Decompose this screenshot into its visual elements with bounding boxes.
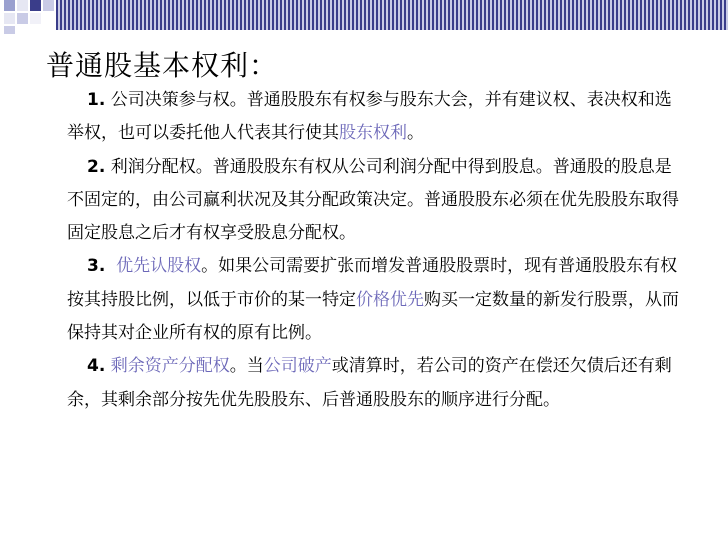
link-preemptive-right[interactable]: 优先认股权 (116, 256, 202, 277)
paragraph-text: 或清算时，若公司的资产在偿还欠债后还有剩余，其剩余部分按先优先股股东、后普通股股东的顺序进行分配。 (67, 356, 672, 410)
paragraph-number: 3. (87, 256, 106, 277)
paragraph-number: 4. (87, 356, 106, 377)
decor-square (30, 0, 41, 11)
paragraph-text: 。如果公司需要扩张而增发普通股股票时，现有普通股股东有权按其持股比例，以低于市价的某一特定 (67, 256, 678, 310)
slide-content (67, 84, 687, 417)
paragraph-3 (67, 250, 687, 350)
paragraph-number: 2. (87, 156, 106, 177)
decor-square (4, 13, 15, 24)
paragraph-number: 1. (87, 90, 106, 110)
link-shareholder-rights[interactable]: 股东权利 (339, 123, 407, 144)
paragraph-text: 。 (407, 123, 424, 144)
paragraph-text: 购买一定数量的新发行股票，从而保持其对企业所有权的原有比例。 (67, 289, 679, 344)
paragraph-4 (67, 350, 687, 417)
decor-square (43, 0, 54, 11)
link-bankruptcy[interactable]: 公司破产 (263, 356, 332, 377)
decor-square (4, 0, 15, 11)
decorative-stripes (56, 0, 728, 30)
paragraph-1 (67, 84, 687, 151)
page-title: 普通股基本权利： (46, 49, 279, 82)
header-decoration-band (0, 0, 728, 36)
decor-square (30, 13, 41, 24)
decorative-squares (0, 0, 56, 36)
link-price-priority[interactable]: 价格优先 (356, 289, 424, 310)
paragraph-2 (67, 151, 687, 251)
decor-square (17, 13, 28, 24)
decor-square (4, 26, 15, 34)
link-residual-asset-right[interactable]: 剩余资产分配权 (110, 356, 230, 377)
paragraph-text: 利润分配权。普通股股东有权从公司利润分配中得到股息。普通股的股息是不固定的，由公司赢利状况及其分配政策决定。普通股股东必须在优先股股东取得固定股息之后才有权享受股息分配权。 (67, 156, 679, 244)
paragraph-text: 。当 (229, 356, 264, 377)
decor-square (17, 0, 28, 11)
paragraph-text: 公司决策参与权。普通股股东有权参与股东大会，并有建议权、表决权和选举权，也可以委托他人代表其行使其 (67, 90, 672, 144)
